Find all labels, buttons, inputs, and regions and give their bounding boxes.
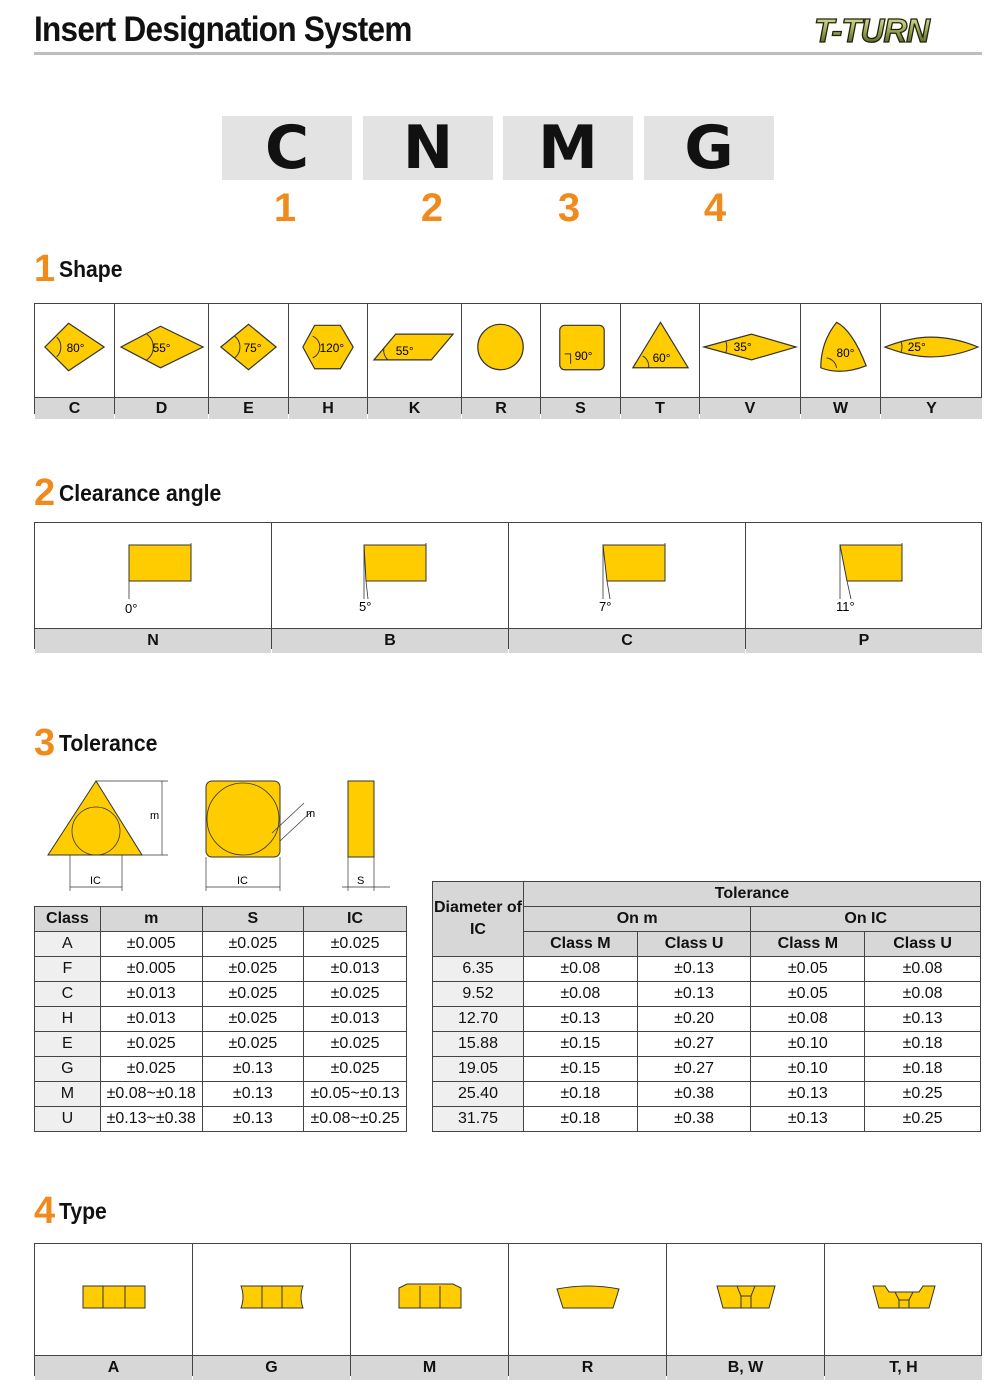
shape-label: T bbox=[621, 397, 699, 419]
shape-label: W bbox=[801, 397, 880, 419]
code-number-2: 2 bbox=[420, 186, 444, 230]
class-u-header: Class U bbox=[637, 932, 751, 957]
col-header: m bbox=[100, 907, 202, 932]
table-cell: ±0.08 bbox=[865, 957, 981, 982]
section-clearance-heading bbox=[34, 472, 236, 515]
col-header: IC bbox=[304, 907, 407, 932]
table-cell: ±0.27 bbox=[637, 1057, 751, 1082]
class-u-header: Class U bbox=[865, 932, 981, 957]
table-cell: ±0.15 bbox=[523, 1057, 637, 1082]
shape-cell-k bbox=[368, 304, 462, 417]
type-label: M bbox=[351, 1355, 508, 1380]
code-number-4: 4 bbox=[703, 186, 727, 230]
table-cell: ±0.13 bbox=[637, 957, 751, 982]
table-cell: ±0.18 bbox=[523, 1082, 637, 1107]
table-row bbox=[433, 957, 981, 982]
shape-v-icon bbox=[700, 304, 800, 392]
type-table bbox=[34, 1243, 982, 1376]
clearance-b-icon bbox=[272, 523, 508, 623]
table-cell: ±0.025 bbox=[304, 932, 407, 957]
table-cell: ±0.025 bbox=[100, 1032, 202, 1057]
tolerance-header: Tolerance bbox=[523, 882, 980, 907]
section-type-heading bbox=[34, 1190, 111, 1233]
shape-label: D bbox=[115, 397, 208, 419]
table-cell: 9.52 bbox=[433, 982, 524, 1007]
shape-t-icon bbox=[621, 304, 699, 392]
table-cell: ±0.13 bbox=[751, 1082, 865, 1107]
type-label: T, H bbox=[825, 1355, 982, 1380]
table-row bbox=[35, 1107, 407, 1132]
table-cell: ±0.013 bbox=[100, 982, 202, 1007]
shape-label: K bbox=[368, 397, 461, 419]
table-cell: ±0.05~±0.13 bbox=[304, 1082, 407, 1107]
table-cell: ±0.10 bbox=[751, 1032, 865, 1057]
table-cell: ±0.08 bbox=[523, 957, 637, 982]
shape-c-icon bbox=[35, 304, 114, 392]
shape-w-icon bbox=[801, 304, 880, 392]
clearance-p-icon bbox=[746, 523, 982, 623]
type-bw-icon bbox=[667, 1244, 824, 1350]
code-letter-1: C bbox=[222, 116, 352, 180]
table-cell: ±0.13 bbox=[202, 1057, 303, 1082]
table-cell: ±0.18 bbox=[523, 1107, 637, 1132]
type-label: R bbox=[509, 1355, 666, 1380]
table-cell: U bbox=[35, 1107, 101, 1132]
shape-cell-e bbox=[209, 304, 289, 417]
logo-text: T-TURN bbox=[814, 12, 929, 49]
on-m-header: On m bbox=[523, 907, 751, 932]
table-row bbox=[35, 1007, 407, 1032]
shape-label: V bbox=[700, 397, 800, 419]
svg-text:S: S bbox=[357, 875, 365, 887]
shape-label: E bbox=[209, 397, 288, 419]
table-cell: ±0.013 bbox=[100, 1007, 202, 1032]
svg-text:0°: 0° bbox=[125, 601, 138, 616]
code-letter-4: G bbox=[644, 116, 774, 180]
svg-text:55°: 55° bbox=[395, 343, 414, 358]
title-divider bbox=[34, 52, 982, 55]
clearance-label: B bbox=[272, 628, 508, 653]
clearance-c-icon bbox=[509, 523, 745, 623]
table-cell: 12.70 bbox=[433, 1007, 524, 1032]
table-row bbox=[35, 982, 407, 1007]
table-cell: ±0.025 bbox=[202, 1007, 303, 1032]
shape-label: H bbox=[289, 397, 367, 419]
shape-label: R bbox=[462, 397, 540, 419]
table-cell: E bbox=[35, 1032, 101, 1057]
type-g-icon bbox=[193, 1244, 350, 1350]
clearance-cell-b bbox=[272, 523, 509, 648]
shape-cell-d bbox=[115, 304, 209, 417]
table-row bbox=[35, 1032, 407, 1057]
table-cell: H bbox=[35, 1007, 101, 1032]
table-row bbox=[35, 1082, 407, 1107]
table-cell: 31.75 bbox=[433, 1107, 524, 1132]
svg-text:IC: IC bbox=[237, 875, 248, 887]
shape-k-icon bbox=[368, 304, 461, 392]
shape-r-icon bbox=[462, 304, 540, 392]
section-tolerance-heading bbox=[34, 722, 166, 765]
tolerance-class-table bbox=[34, 906, 407, 1132]
svg-text:90°: 90° bbox=[574, 348, 593, 363]
table-cell: ±0.18 bbox=[865, 1032, 981, 1057]
page-title: Insert Designation System bbox=[34, 10, 412, 49]
clearance-label: P bbox=[746, 628, 982, 653]
col-header: S bbox=[202, 907, 303, 932]
table-cell: ±0.08~±0.18 bbox=[100, 1082, 202, 1107]
table-row bbox=[35, 957, 407, 982]
tolerance-ic-table bbox=[432, 881, 981, 1132]
table-cell: ±0.15 bbox=[523, 1032, 637, 1057]
type-cell-th bbox=[825, 1244, 982, 1375]
table-cell: ±0.13 bbox=[865, 1007, 981, 1032]
table-cell: ±0.025 bbox=[202, 1032, 303, 1057]
table-cell: ±0.025 bbox=[304, 1032, 407, 1057]
table-cell: ±0.20 bbox=[637, 1007, 751, 1032]
shape-cell-t bbox=[621, 304, 700, 417]
section-title: Tolerance bbox=[59, 730, 158, 756]
section-number: 4 bbox=[34, 1190, 56, 1232]
table-cell: ±0.05 bbox=[751, 982, 865, 1007]
table-cell: ±0.13 bbox=[751, 1107, 865, 1132]
table-cell: ±0.025 bbox=[100, 1057, 202, 1082]
section-shape-heading bbox=[34, 248, 128, 291]
svg-text:25°: 25° bbox=[907, 339, 926, 354]
shape-e-icon bbox=[209, 304, 288, 392]
type-th-icon bbox=[825, 1244, 982, 1350]
table-cell: ±0.18 bbox=[865, 1057, 981, 1082]
clearance-table bbox=[34, 522, 982, 649]
type-label: A bbox=[35, 1355, 192, 1380]
shape-d-icon bbox=[115, 304, 208, 392]
type-cell-m bbox=[351, 1244, 509, 1375]
col-header: Class bbox=[35, 907, 101, 932]
svg-text:5°: 5° bbox=[359, 599, 372, 614]
table-cell: ±0.38 bbox=[637, 1082, 751, 1107]
table-cell: ±0.25 bbox=[865, 1107, 981, 1132]
table-cell: ±0.025 bbox=[304, 1057, 407, 1082]
type-cell-r bbox=[509, 1244, 667, 1375]
table-cell: ±0.025 bbox=[304, 982, 407, 1007]
table-cell: ±0.10 bbox=[751, 1057, 865, 1082]
diameter-header: Diameter of IC bbox=[433, 882, 524, 957]
svg-text:80°: 80° bbox=[66, 340, 85, 355]
clearance-cell-n bbox=[35, 523, 272, 648]
on-ic-header: On IC bbox=[751, 907, 981, 932]
shape-label: C bbox=[35, 397, 114, 419]
clearance-n-icon bbox=[35, 523, 271, 623]
table-cell: ±0.13 bbox=[202, 1107, 303, 1132]
table-cell: ±0.13~±0.38 bbox=[100, 1107, 202, 1132]
clearance-label: N bbox=[35, 628, 271, 653]
code-number-3: 3 bbox=[557, 186, 581, 230]
table-cell: ±0.08 bbox=[523, 982, 637, 1007]
class-m-header: Class M bbox=[751, 932, 865, 957]
table-cell: ±0.13 bbox=[523, 1007, 637, 1032]
table-cell: A bbox=[35, 932, 101, 957]
type-a-icon bbox=[35, 1244, 192, 1350]
code-letter-2: N bbox=[363, 116, 493, 180]
table-cell: ±0.27 bbox=[637, 1032, 751, 1057]
type-r-icon bbox=[509, 1244, 666, 1350]
table-cell: ±0.08~±0.25 bbox=[304, 1107, 407, 1132]
shape-h-icon bbox=[289, 304, 367, 392]
type-cell-a bbox=[35, 1244, 193, 1375]
table-cell: M bbox=[35, 1082, 101, 1107]
svg-text:m: m bbox=[150, 810, 160, 822]
shape-label: Y bbox=[881, 397, 982, 419]
table-row bbox=[433, 1107, 981, 1132]
section-title: Clearance angle bbox=[59, 480, 222, 506]
table-cell: ±0.08 bbox=[751, 1007, 865, 1032]
type-cell-bw bbox=[667, 1244, 825, 1375]
table-cell: F bbox=[35, 957, 101, 982]
table-cell: ±0.025 bbox=[202, 932, 303, 957]
t-turn-logo bbox=[808, 8, 984, 50]
type-label: G bbox=[193, 1355, 350, 1380]
table-row bbox=[35, 932, 407, 957]
shape-label: S bbox=[541, 397, 620, 419]
table-cell: ±0.05 bbox=[751, 957, 865, 982]
clearance-cell-p bbox=[746, 523, 982, 648]
table-cell: ±0.005 bbox=[100, 932, 202, 957]
table-row bbox=[433, 1082, 981, 1107]
shape-cell-w bbox=[801, 304, 881, 417]
table-cell: ±0.13 bbox=[202, 1082, 303, 1107]
shape-cell-c bbox=[35, 304, 115, 417]
table-row bbox=[433, 1032, 981, 1057]
table-cell: 25.40 bbox=[433, 1082, 524, 1107]
svg-text:11°: 11° bbox=[836, 599, 855, 614]
table-cell: 15.88 bbox=[433, 1032, 524, 1057]
section-title: Shape bbox=[59, 256, 123, 282]
svg-text:IC: IC bbox=[90, 875, 101, 887]
svg-text:80°: 80° bbox=[836, 345, 855, 360]
table-cell: G bbox=[35, 1057, 101, 1082]
code-letter-3: M bbox=[503, 116, 633, 180]
shape-cell-h bbox=[289, 304, 368, 417]
svg-text:7°: 7° bbox=[599, 599, 612, 614]
table-cell: ±0.08 bbox=[865, 982, 981, 1007]
table-cell: ±0.25 bbox=[865, 1082, 981, 1107]
table-cell: ±0.13 bbox=[637, 982, 751, 1007]
svg-text:60°: 60° bbox=[652, 350, 671, 365]
table-cell: 19.05 bbox=[433, 1057, 524, 1082]
table-row bbox=[433, 1057, 981, 1082]
svg-text:55°: 55° bbox=[152, 340, 171, 355]
shape-table bbox=[34, 303, 982, 417]
shape-cell-r bbox=[462, 304, 541, 417]
svg-text:m: m bbox=[306, 808, 316, 820]
type-cell-g bbox=[193, 1244, 351, 1375]
shape-s-icon bbox=[541, 304, 620, 392]
table-cell: ±0.38 bbox=[637, 1107, 751, 1132]
shape-y-icon bbox=[881, 304, 982, 392]
clearance-cell-c bbox=[509, 523, 746, 648]
table-cell: ±0.025 bbox=[202, 957, 303, 982]
type-m-icon bbox=[351, 1244, 508, 1350]
table-cell: ±0.025 bbox=[202, 982, 303, 1007]
table-cell: C bbox=[35, 982, 101, 1007]
table-row bbox=[433, 982, 981, 1007]
shape-cell-v bbox=[700, 304, 801, 417]
code-number-1: 1 bbox=[273, 186, 297, 230]
tolerance-diagram bbox=[34, 775, 399, 897]
section-number: 3 bbox=[34, 722, 56, 764]
svg-text:35°: 35° bbox=[733, 339, 752, 354]
shape-cell-y bbox=[881, 304, 982, 417]
table-cell: 6.35 bbox=[433, 957, 524, 982]
svg-text:120°: 120° bbox=[319, 340, 345, 355]
table-cell: ±0.013 bbox=[304, 1007, 407, 1032]
table-row bbox=[35, 1057, 407, 1082]
type-label: B, W bbox=[667, 1355, 824, 1380]
section-number: 1 bbox=[34, 248, 56, 290]
table-cell: ±0.013 bbox=[304, 957, 407, 982]
shape-cell-s bbox=[541, 304, 621, 417]
svg-text:75°: 75° bbox=[243, 340, 262, 355]
table-cell: ±0.005 bbox=[100, 957, 202, 982]
class-m-header: Class M bbox=[523, 932, 637, 957]
clearance-label: C bbox=[509, 628, 745, 653]
section-title: Type bbox=[59, 1198, 107, 1224]
section-number: 2 bbox=[34, 472, 56, 514]
table-row bbox=[433, 1007, 981, 1032]
